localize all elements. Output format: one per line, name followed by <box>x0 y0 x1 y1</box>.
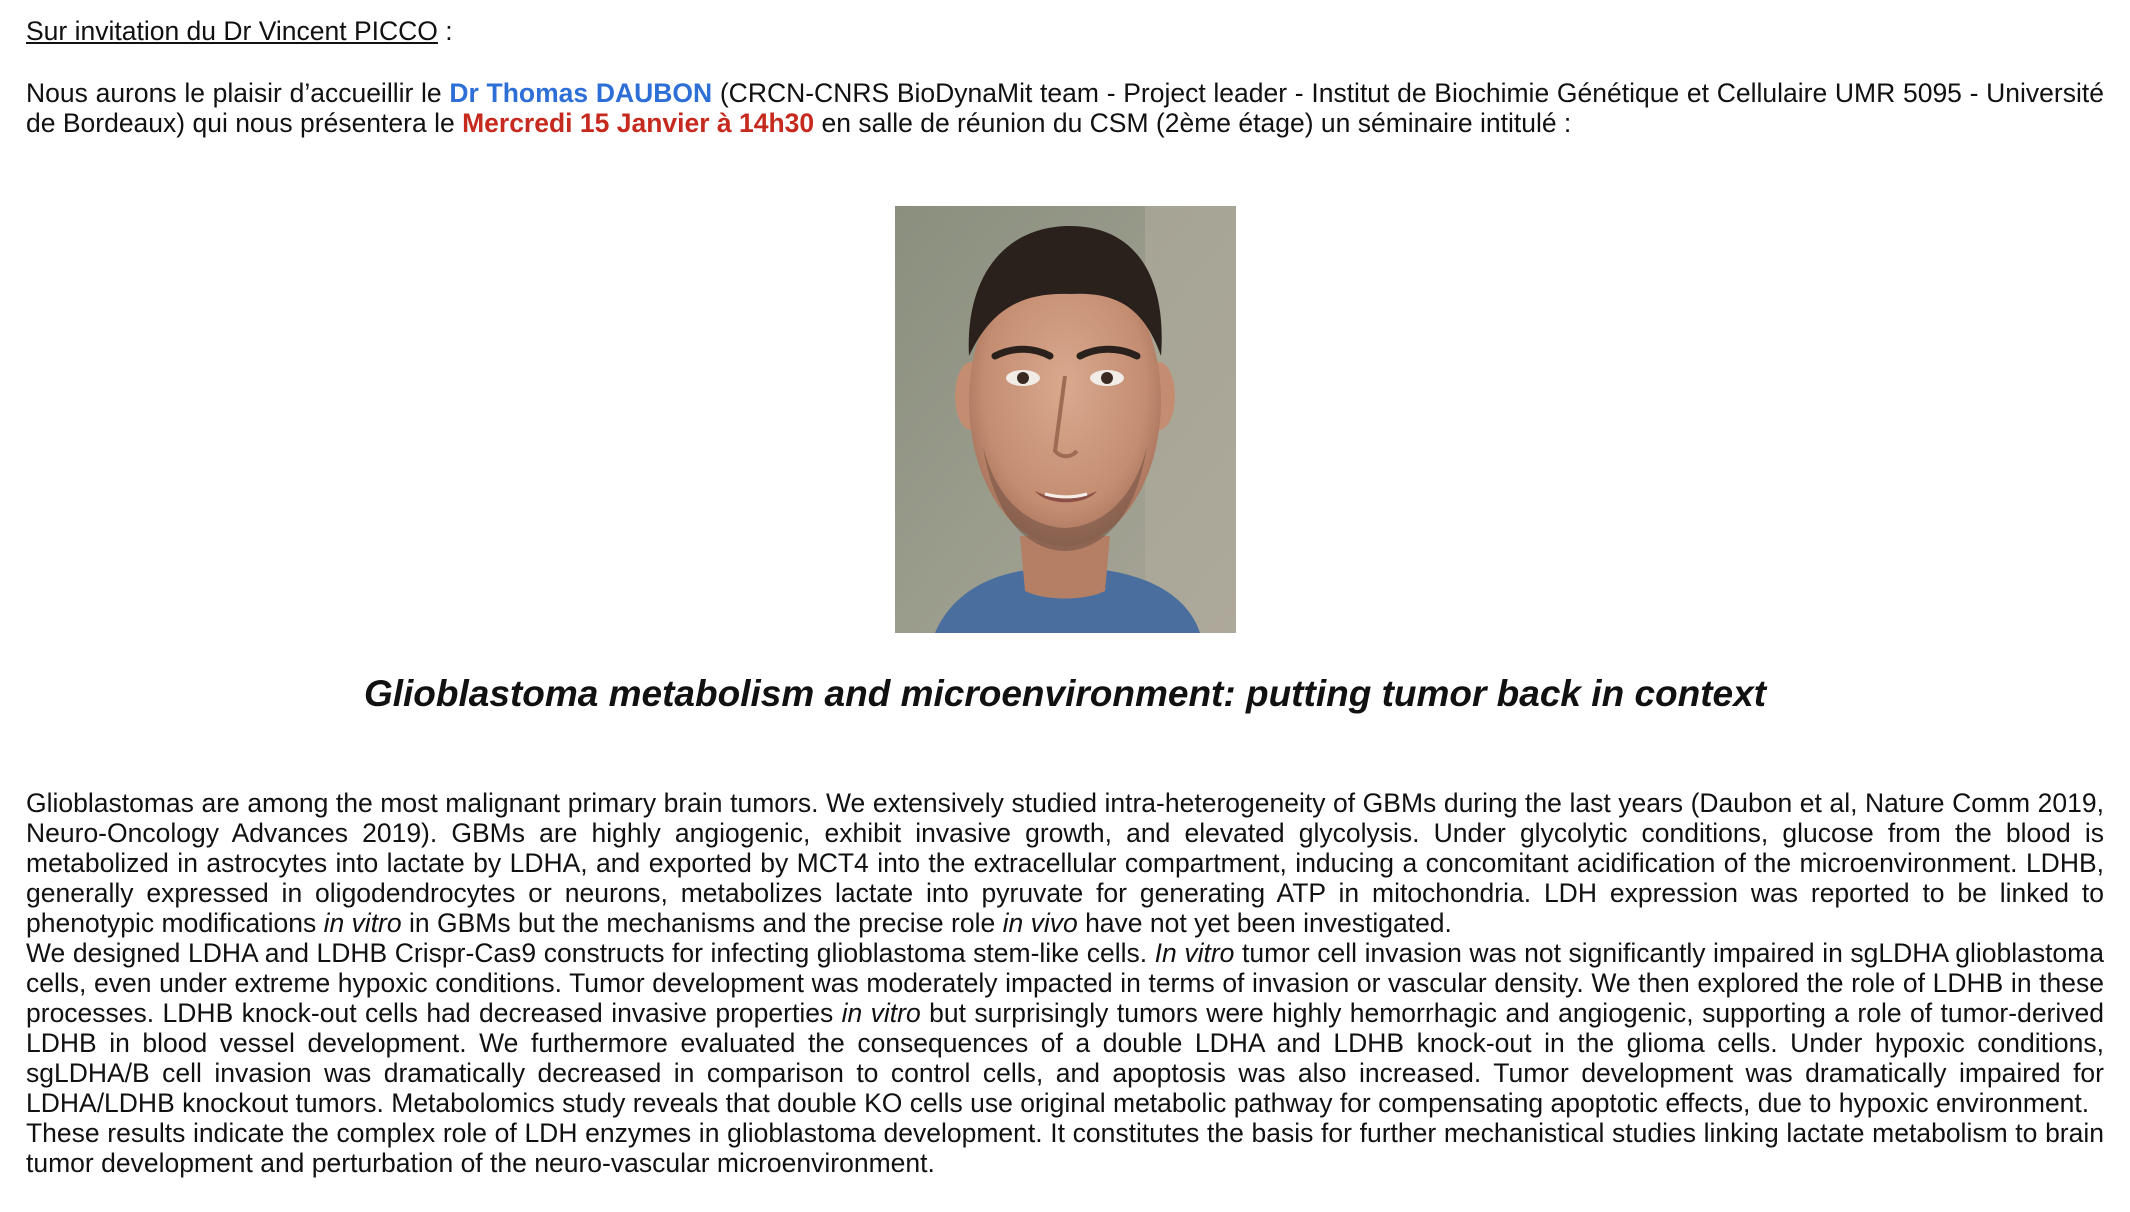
intro-text-2: (CRCN-CNRS BioDynaMit team - Project leader - Institut de Biochimie Génétique et Cellulaire UMR 5095 - Université de Bordeaux) qui nous présentera le <box>26 78 2104 138</box>
abstract-text: but surprisingly tumors were highly hemorrhagic and angiogenic, supporting a role of tumor-derived LDHB in blood vessel development. We furthermore evaluated the consequences of a double LDHA and LDHB knock-out in the glioma cells. Under hypoxic conditions, sgLDHA/B cell invasion was dramatically decreased in comparison to control cells, and apoptosis was also increased. Tumor development was dramatically impaired for LDHA/LDHB knockout tumors. Metabolomics study reveals that double KO cells use original metabolic pathway for compensating apoptotic effects, due to hypoxic environment. <box>26 998 2104 1118</box>
invitation-line <box>26 16 2104 46</box>
seminar-title: Glioblastoma metabolism and microenvironment: putting tumor back in context <box>363 673 1767 714</box>
italic-term: in vitro <box>323 908 402 938</box>
invitation-suffix: : <box>437 16 453 46</box>
abstract-text: We designed LDHA and LDHB Crispr-Cas9 constructs for infecting glioblastoma stem-like cells. <box>26 938 1155 968</box>
intro-text-1: Nous aurons le plaisir d’accueillir le <box>26 78 450 108</box>
abstract-text: in GBMs but the mechanisms and the precise role <box>401 908 1003 938</box>
abstract-text: have not yet been investigated. <box>1077 908 1452 938</box>
abstract-paragraph-3: These results indicate the complex role of LDH enzymes in glioblastoma development. It constitutes the basis for further mechanistical studies linking lactate metabolism to brain tumor development and perturbation of the neuro-vascular microenvironment. <box>26 1118 2104 1178</box>
speaker-name: Dr Thomas DAUBON <box>449 78 713 108</box>
intro-paragraph <box>26 78 2104 138</box>
abstract-paragraph-1 <box>26 788 2104 938</box>
invitation-host: Sur invitation du Dr Vincent PICCO <box>26 16 438 46</box>
seminar-date: Mercredi 15 Janvier à 14h30 <box>462 108 815 138</box>
italic-term: in vivo <box>1002 908 1078 938</box>
italic-term: In vitro <box>1154 938 1235 968</box>
intro-text-3: en salle de réunion du CSM (2ème étage) un séminaire intitulé : <box>814 108 1572 138</box>
italic-term: in vitro <box>841 998 921 1028</box>
abstract-paragraph-2 <box>26 938 2104 1118</box>
speaker-photo <box>895 206 1236 633</box>
abstract <box>26 788 2104 1178</box>
abstract-text: Glioblastomas are among the most malignant primary brain tumors. We extensively studied intra-heterogeneity of GBMs during the last years (Daubon et al, Nature Comm 2019, Neuro-Oncology Advances 2019). GBMs are highly angiogenic, exhibit invasive growth, and elevated glycolysis. Under glycolytic conditions, glucose from the blood is metabolized in astrocytes into lactate by LDHA, and exported by MCT4 into the extracellular compartment, inducing a concomitant acidification of the microenvironment. LDHB, generally expressed in oligodendrocytes or neurons, metabolizes lactate into pyruvate for generating ATP in mitochondria. LDH expression was reported to be linked to phenotypic modifications <box>26 788 2104 938</box>
abstract-text: tumor cell invasion was not significantly impaired in sgLDHA glioblastoma cells, even under extreme hypoxic conditions. Tumor development was moderately impacted in terms of invasion or vascular density. We then explored the role of LDHB in these processes. LDHB knock-out cells had decreased invasive properties <box>26 938 2104 1028</box>
